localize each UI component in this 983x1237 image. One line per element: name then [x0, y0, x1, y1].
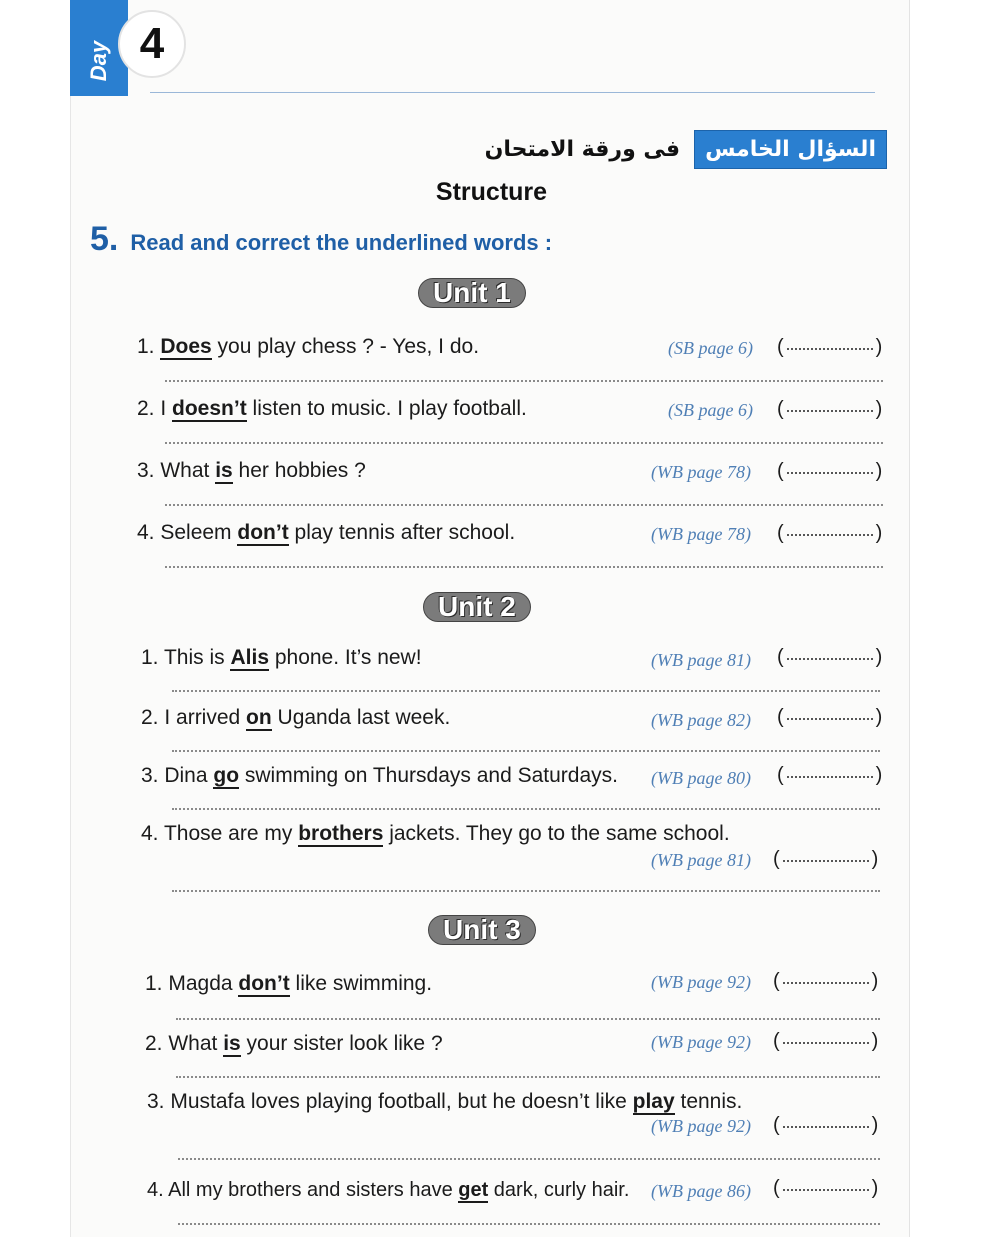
page-reference: (SB page 6) — [668, 338, 753, 358]
answer-line[interactable] — [172, 690, 880, 692]
answer-line[interactable] — [165, 442, 883, 444]
page-reference: (WB page 86) — [651, 1181, 751, 1201]
answer-blank[interactable]: ( ) — [777, 706, 883, 728]
underlined-word: brothers — [298, 822, 384, 845]
item-sentence: 3. Dina go swimming on Thursdays and Saturdays. — [141, 764, 618, 787]
answer-blank[interactable]: ( ) — [777, 646, 883, 668]
list-item — [0, 454, 983, 514]
list-item — [0, 818, 983, 898]
answer-blank[interactable]: ( ) — [777, 336, 883, 358]
answer-line[interactable] — [165, 380, 883, 382]
page-reference: (WB page 78) — [651, 462, 751, 482]
list-item — [0, 642, 983, 702]
day-number: 4 — [139, 19, 165, 68]
unit-2-label: Unit 2 — [423, 592, 531, 622]
list-item — [0, 330, 983, 390]
item-sentence: 1. This is Alis phone. It’s new! — [141, 646, 422, 669]
underlined-word: get — [458, 1179, 489, 1201]
page-reference: (WB page 78) — [651, 524, 751, 544]
answer-blank[interactable]: ( ) — [773, 1030, 879, 1052]
answer-blank[interactable]: ( ) — [777, 398, 883, 420]
answer-line[interactable] — [172, 890, 880, 892]
underlined-word: don’t — [237, 521, 289, 544]
list-item — [0, 392, 983, 452]
answer-line[interactable] — [176, 1018, 880, 1020]
item-sentence: 4. All my brothers and sisters have get dark, curly hair. — [147, 1179, 630, 1201]
item-sentence: 2. I arrived on Uganda last week. — [141, 706, 451, 729]
underlined-word: play — [632, 1090, 675, 1113]
header-divider — [150, 92, 875, 93]
item-sentence: 4. Those are my brothers jackets. They go to the same school. — [141, 822, 730, 845]
list-item — [0, 968, 983, 1028]
item-sentence: 3. What is her hobbies ? — [137, 459, 366, 482]
answer-line[interactable] — [178, 1223, 880, 1225]
page-reference: (WB page 92) — [651, 972, 751, 992]
unit-1-label: Unit 1 — [418, 278, 526, 308]
item-sentence: 2. What is your sister look like ? — [145, 1032, 443, 1055]
page-reference: (WB page 80) — [651, 768, 751, 788]
question-instruction: Read and correct the underlined words : — [130, 230, 553, 255]
answer-blank[interactable]: ( ) — [773, 1114, 879, 1136]
answer-blank[interactable]: ( ) — [777, 764, 883, 786]
page-reference: (WB page 92) — [651, 1116, 751, 1136]
question-number: 5. — [90, 220, 119, 258]
day-number-badge — [118, 10, 186, 78]
underlined-word: on — [246, 706, 272, 729]
underlined-word: go — [213, 764, 240, 787]
answer-blank[interactable]: ( ) — [777, 522, 883, 544]
page-reference: (SB page 6) — [668, 400, 753, 420]
page-reference: (WB page 92) — [651, 1032, 751, 1052]
question-header — [90, 220, 552, 259]
arabic-subtitle: فى ورقة الامتحان — [484, 136, 681, 162]
answer-blank[interactable]: ( ) — [773, 970, 879, 992]
item-sentence: 1. Magda don’t like swimming. — [145, 972, 433, 995]
item-sentence: 4. Seleem don’t play tennis after school. — [137, 521, 516, 544]
page-reference: (WB page 81) — [651, 850, 751, 870]
list-item — [0, 1028, 983, 1088]
answer-line[interactable] — [172, 750, 880, 752]
underlined-word: Does — [160, 335, 212, 358]
list-item — [0, 760, 983, 820]
item-sentence: 1. Does you play chess ? - Yes, I do. — [137, 335, 480, 358]
item-sentence: 3. Mustafa loves playing football, but he doesn’t like play tennis. — [147, 1090, 743, 1113]
underlined-word: is — [223, 1032, 241, 1055]
answer-line[interactable] — [165, 566, 883, 568]
answer-blank[interactable]: ( ) — [773, 848, 879, 870]
answer-blank[interactable]: ( ) — [777, 460, 883, 482]
day-label: Day — [86, 40, 111, 82]
exam-question-label — [485, 126, 887, 172]
underlined-word: doesn’t — [172, 397, 247, 420]
section-title: Structure — [435, 178, 548, 206]
page-reference: (WB page 81) — [651, 650, 751, 670]
list-item — [0, 1173, 983, 1233]
answer-blank[interactable]: ( ) — [773, 1177, 879, 1199]
answer-line[interactable] — [165, 504, 883, 506]
answer-line[interactable] — [172, 808, 880, 810]
list-item — [0, 516, 983, 576]
page-reference: (WB page 82) — [651, 710, 751, 730]
list-item — [0, 702, 983, 762]
underlined-word: don’t — [238, 972, 290, 995]
answer-line[interactable] — [178, 1158, 880, 1160]
item-sentence: 2. I doesn’t listen to music. I play football. — [137, 397, 527, 420]
underlined-word: is — [215, 459, 233, 482]
list-item — [0, 1086, 983, 1166]
underlined-word: Alis — [230, 646, 269, 669]
unit-3-label: Unit 3 — [428, 915, 536, 945]
answer-line[interactable] — [176, 1076, 880, 1078]
arabic-badge: السؤال الخامس — [694, 130, 887, 169]
